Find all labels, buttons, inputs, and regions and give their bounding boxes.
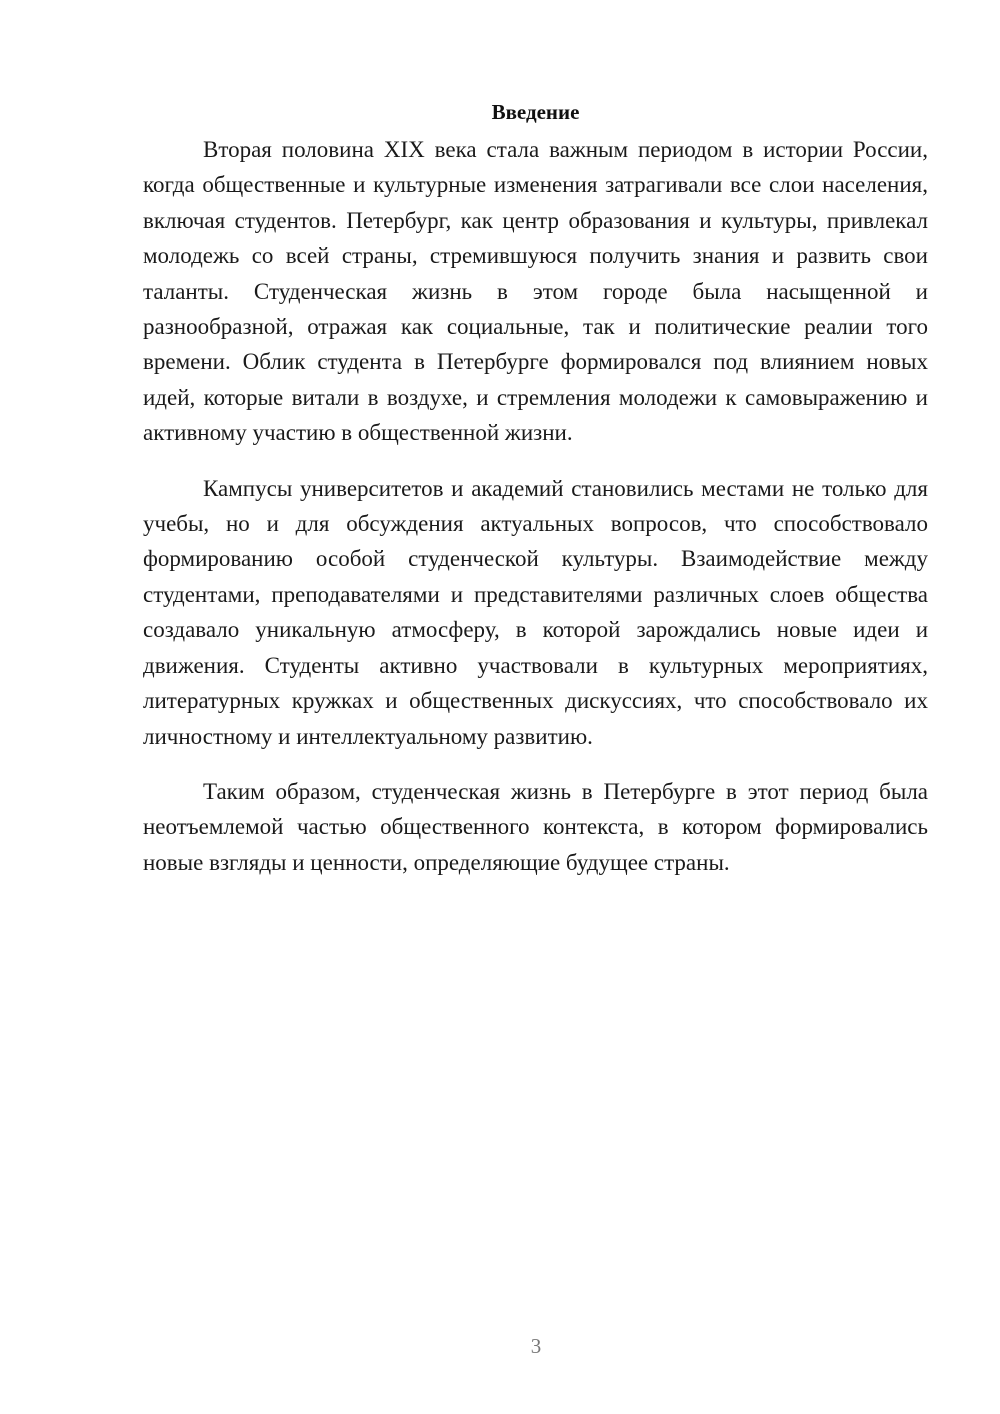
paragraph-1: Вторая половина XIX века стала важным периодом в истории России, когда общественные и культурные изменения затрагивали все слои населения, включая студентов. Петербург, как центр образования и культуры, привлекал молодежь со всей страны, стремившуюся получить знания и развить свои таланты. Студенческая жизнь в этом городе была насыщенной и разнообразной, отражая как социальные, так и политические реалии того времени. Облик студента в Петербурге формировался под влиянием новых идей, которые витали в воздухе, и стремления молодежи к самовыражению и активному участию в общественной жизни. — [143, 137, 928, 446]
paragraph-3: Таким образом, студенческая жизнь в Петербурге в этот период была неотъемлемой частью общественного контекста, в котором формировались новые взгляды и ценности, определяющие будущее страны. — [143, 778, 928, 875]
section-heading: Введение — [491, 100, 580, 124]
page-content — [143, 98, 928, 900]
page-number: 3 — [530, 1334, 542, 1358]
paragraph-2: Кампусы университетов и академий становились местами не только для учебы, но и для обсуждения актуальных вопросов, что способствовало формированию особой студенческой культуры. Взаимодействие между студентами, преподавателями и представителями различных слоев общества создавало уникальную атмосферу, в которой зарождались новые идеи и движения. Студенты активно участвовали в культурных мероприятиях, литературных кружках и общественных дискуссиях, что способствовало их личностному и интеллектуальному развитию. — [143, 475, 928, 749]
